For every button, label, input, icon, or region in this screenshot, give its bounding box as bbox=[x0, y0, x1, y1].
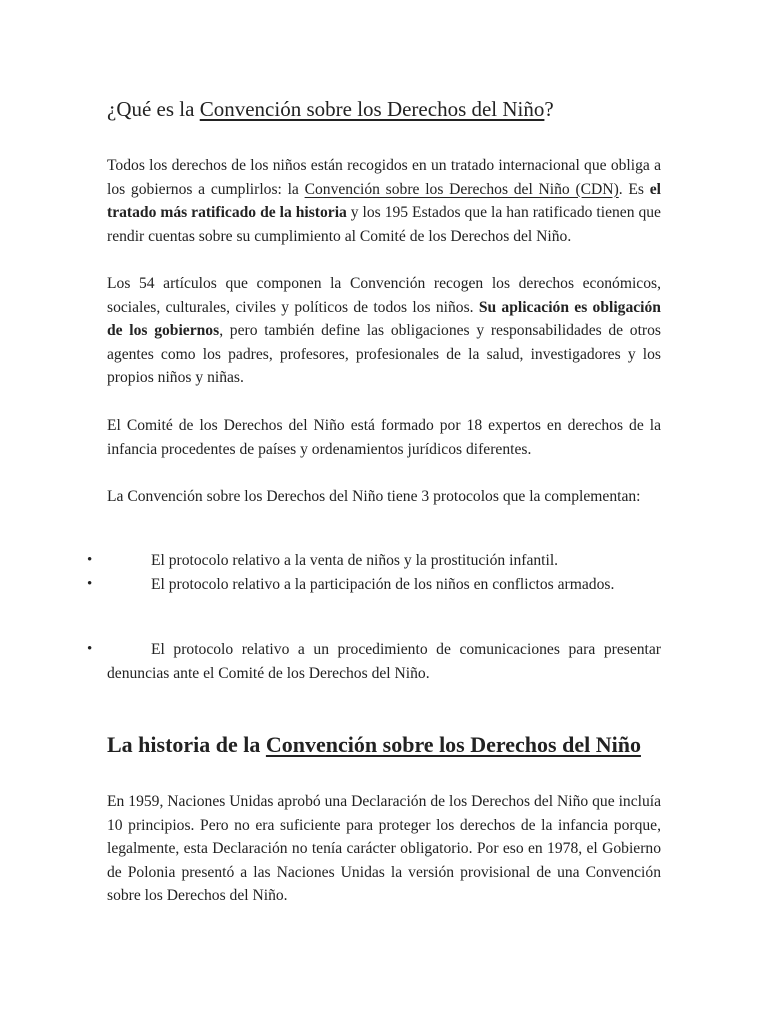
paragraph-1-text-b: . Es bbox=[618, 180, 650, 198]
section-1-title bbox=[107, 94, 667, 124]
paragraph-2 bbox=[107, 272, 661, 390]
history-paragraph: En 1959, Naciones Unidas aprobó una Declaración de los Derechos del Niño que incluía 10 principios. Pero no era suficiente para proteger los derechos de la infancia porque, legalmente, esta Declaración no tenía carácter obligatorio. Por eso en 1978, el Gobierno de Polonia presentó a las Naciones Unidas la versión provisional de una Convención sobre los Derechos del Niño. bbox=[107, 793, 661, 904]
list-item-text: El protocolo relativo a un procedimiento de comunicaciones para presentar denuncias ante el Comité de los Derechos del Niño. bbox=[107, 641, 661, 682]
bullet-icon: • bbox=[87, 576, 93, 592]
list-item bbox=[87, 638, 661, 685]
section-2-title-link[interactable]: Convención sobre los Derechos del Niño bbox=[265, 732, 641, 757]
paragraph-2-text-b: , pero también define las obligaciones y responsabilidades de otros agentes como los padres, profesores, profesionales de la salud, investigadores y los propios niños y niñas. bbox=[107, 322, 661, 386]
paragraph-2-text-a: Los 54 artículos que componen la Convención recogen los derechos económicos, sociales, culturales, civiles y políticos de todos los niños. bbox=[107, 275, 661, 316]
section-2-title bbox=[107, 729, 661, 760]
paragraph-1 bbox=[107, 154, 661, 248]
list-item bbox=[87, 549, 661, 573]
cdn-link[interactable]: Convención sobre los Derechos del Niño (CDN) bbox=[304, 180, 619, 198]
list-item-text: El protocolo relativo a la venta de niños y la prostitución infantil. bbox=[151, 552, 559, 569]
paragraph-1-bold: el tratado más ratificado de la historia bbox=[107, 180, 661, 221]
paragraph-2-bold: Su aplicación es obligación de los gobiernos bbox=[107, 298, 661, 339]
paragraph-1-text-a: Todos los derechos de los niños están recogidos en un tratado internacional que obliga a los gobiernos a cumplirlos: la bbox=[107, 157, 661, 198]
paragraph-4: La Convención sobre los Derechos del Niño tiene 3 protocolos que la complementan: bbox=[107, 488, 641, 505]
list-item-text: El protocolo relativo a la participación de los niños en conflictos armados. bbox=[151, 576, 615, 593]
paragraph-1-text-c: y los 195 Estados que la han ratificado tienen que rendir cuentas sobre su cumplimiento al Comité de los Derechos del Niño. bbox=[107, 204, 661, 245]
paragraph-3: El Comité de los Derechos del Niño está formado por 18 expertos en derechos de la infancia procedentes de países y ordenamientos jurídicos diferentes. bbox=[107, 417, 661, 458]
section-1-title-link[interactable]: Convención sobre los Derechos del Niño bbox=[199, 97, 545, 121]
bullet-icon: • bbox=[87, 641, 93, 657]
section-2-title-prefix: La historia de la bbox=[107, 732, 266, 757]
section-1-title-prefix: ¿Qué es la bbox=[107, 97, 200, 121]
bullet-icon: • bbox=[87, 552, 93, 568]
section-1-title-suffix: ? bbox=[544, 97, 554, 121]
list-item bbox=[87, 573, 661, 597]
